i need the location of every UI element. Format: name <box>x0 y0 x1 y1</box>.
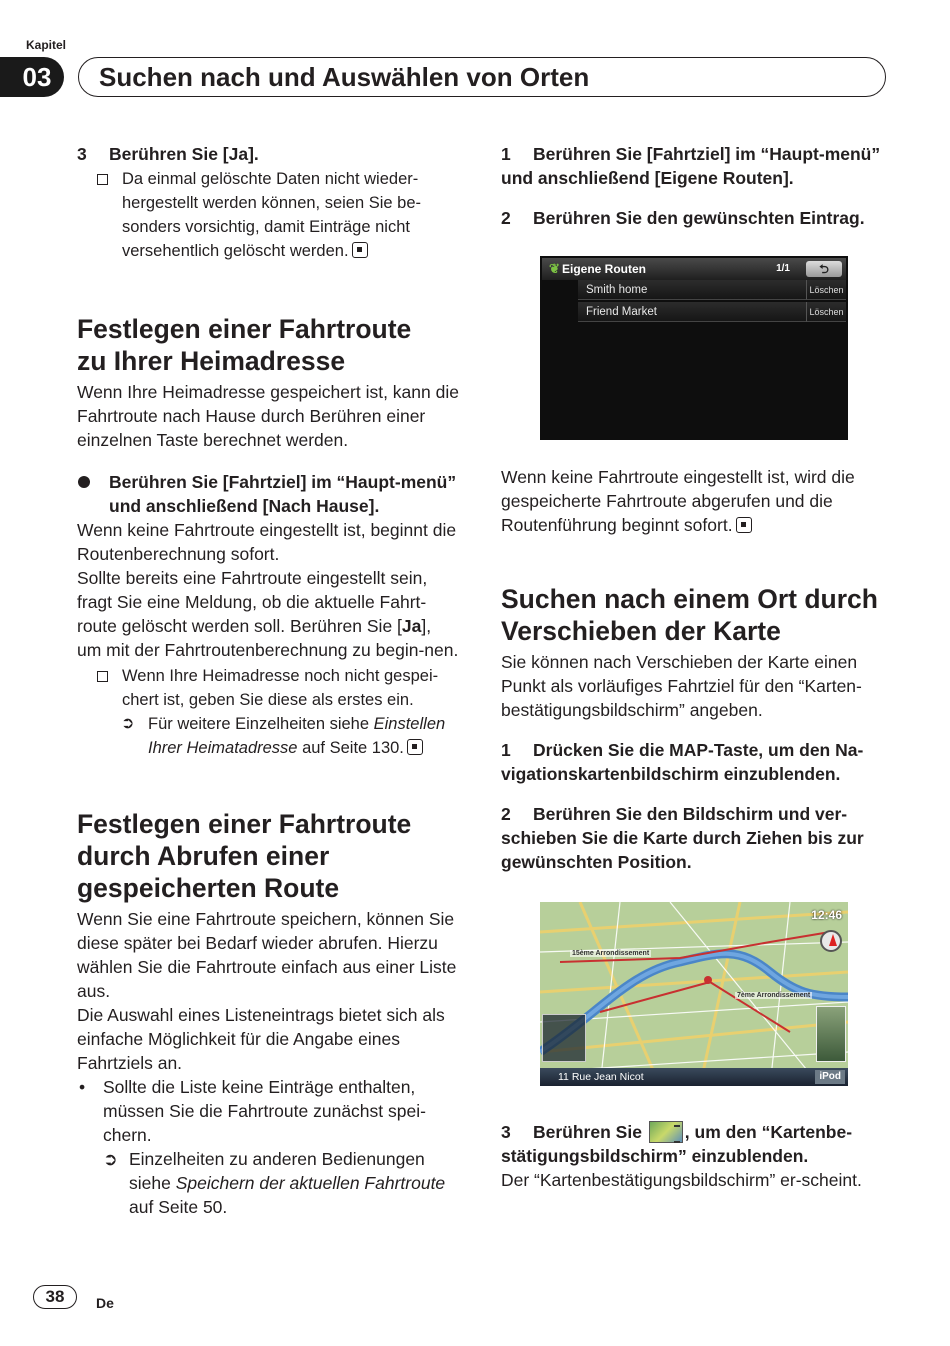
home-body-2 <box>77 566 459 662</box>
end-mark-icon <box>736 517 752 533</box>
current-street: 11 Rue Jean Nicot <box>558 1071 644 1083</box>
compass-icon[interactable] <box>820 930 842 952</box>
step-number: 2 <box>501 804 511 824</box>
step-text: , um den “Kartenbe-stätigungsbildschirm” einzublenden. <box>501 1122 853 1166</box>
chapter-number: 03 <box>0 57 64 97</box>
map-intro: Sie können nach Verschieben der Karte einen Punkt als vorläufiges Fahrtziel für den “Karten-bestätigungsbildschirm” angeben. <box>501 652 862 720</box>
heading-line: Festlegen einer Fahrtroute <box>77 314 412 344</box>
saved-body-2: Die Auswahl eines Listeneintrags bietet sich als einfache Möglichkeit für die Angabe eines Fahrtziels an. <box>77 1005 445 1073</box>
note-box-icon <box>97 174 108 185</box>
text-part: auf Seite 50. <box>129 1197 228 1217</box>
heading-line: durch Abrufen einer <box>77 841 330 871</box>
clock: 12:46 <box>811 908 842 922</box>
screen-header <box>542 258 846 280</box>
reference-home <box>77 712 459 760</box>
step-text: Berühren Sie <box>533 1122 647 1142</box>
arrow-right-icon: ➲ <box>103 1149 118 1169</box>
step-home <box>77 470 459 518</box>
back-button[interactable]: ⮌ <box>806 261 842 277</box>
heading-home-route <box>77 313 459 377</box>
step-number: 1 <box>501 144 511 164</box>
bullet-text: Sollte die Liste keine Einträge enthalten, müssen Sie die Fahrtroute zunächst spei-chern. <box>103 1077 426 1145</box>
note-text: Da einmal gelöschte Daten nicht wieder-hergestellt werden können, seien Sie be-sonders vorsichtig, damit Einträge nicht versehentlich gelöscht werden. <box>122 170 422 260</box>
reference-saved <box>77 1147 459 1219</box>
saved-body-1: Wenn Sie eine Fahrtroute speichern, können Sie diese später bei Bedarf wieder abrufen. Hierzu wählen Sie die Fahrtroute einfach aus einer Liste aus. <box>77 909 457 1001</box>
link-save-route[interactable]: Speichern der aktuellen Fahrtroute <box>175 1173 446 1193</box>
map-label: 7ème Arrondissement <box>737 992 811 999</box>
text-part: Wenn keine Fahrtroute eingestellt ist, wird die gespeicherte Fahrtroute abgerufen und die Routenführung beginnt sofort. <box>501 467 855 535</box>
screenshot-eigene-routen <box>540 256 848 440</box>
bullet-empty-list <box>77 1075 459 1147</box>
street-bar <box>540 1068 848 1086</box>
step-text: Berühren Sie [Fahrtziel] im “Haupt-menü” und anschließend [Eigene Routen]. <box>501 144 881 188</box>
text-part: Einzelheiten zu anderen Bedienungen siehe <box>129 1149 425 1193</box>
step-2-select-entry <box>501 206 893 230</box>
step-map-2 <box>501 802 893 874</box>
end-mark-icon <box>352 242 368 258</box>
heading-saved-route <box>77 808 459 904</box>
step-number: 3 <box>501 1122 511 1142</box>
chapter-title: Suchen nach und Auswählen von Orten <box>78 57 886 97</box>
step-text: Berühren Sie den Bildschirm und ver-schieben Sie die Karte durch Ziehen bis zur gewünschten Position. <box>501 804 864 872</box>
language-code: De <box>96 1295 114 1311</box>
text-part: auf Seite 130. <box>297 739 404 757</box>
delete-button[interactable]: Löschen <box>806 280 846 300</box>
note-box-icon <box>97 671 108 682</box>
step-1-destination <box>501 142 893 190</box>
text-part: Für weitere Einzelheiten siehe <box>148 715 374 733</box>
home-body-1: Wenn keine Fahrtroute eingestellt ist, beginnt die Routenberechnung sofort. <box>77 520 457 564</box>
left-column <box>77 140 459 1219</box>
arrow-right-icon: ➲ <box>121 715 135 732</box>
ipod-button[interactable]: iPod <box>815 1070 845 1084</box>
end-mark-icon <box>407 739 423 755</box>
heading-line: gespeicherten Route <box>77 873 340 903</box>
text-bold: Ja <box>401 616 422 636</box>
page-indicator: 1/1 <box>776 263 790 274</box>
bullet-dot-icon <box>78 476 90 488</box>
heading-line: Verschieben der Karte <box>501 616 781 646</box>
step-text: Berühren Sie den gewünschten Eintrag. <box>533 208 865 228</box>
step-number: 3 <box>77 144 87 164</box>
step-map-1 <box>501 738 893 786</box>
step-map-3 <box>501 1120 893 1168</box>
route-item[interactable]: Smith home <box>578 280 806 300</box>
bullet-icon: • <box>79 1077 86 1097</box>
step-3-confirm <box>77 142 459 166</box>
step-text: Drücken Sie die MAP-Taste, um den Na-vigationskartenbildschirm einzublenden. <box>501 740 864 784</box>
note-deletion <box>77 167 459 263</box>
map-label: 15ème Arrondissement <box>572 950 650 957</box>
text-part: Sollte bereits eine Fahrtroute eingestellt sein, fragt Sie eine Meldung, ob die aktuelle Fahrt-route gelöscht werden soll. Berühren Sie [ <box>77 568 428 636</box>
leaf-icon: ❦ <box>549 261 560 276</box>
note-home-address <box>77 664 459 712</box>
delete-button[interactable]: Löschen <box>806 302 846 322</box>
text-part: ], um mit der Fahrtroutenberechnung zu begin-nen. <box>77 616 459 660</box>
map-confirm-icon[interactable] <box>649 1121 683 1143</box>
step-map-3-block <box>501 1120 893 1192</box>
heading-line: Festlegen einer Fahrtroute <box>77 809 412 839</box>
note-text: Wenn Ihre Heimadresse noch nicht gespei-chert ist, geben Sie diese als erstes ein. <box>122 667 439 709</box>
step-text: Berühren Sie [Fahrtziel] im “Haupt-menü” und anschließend [Nach Hause]. <box>109 472 457 516</box>
screenshot-map <box>540 902 848 1086</box>
map-section <box>501 583 893 874</box>
page-number: 38 <box>33 1285 77 1309</box>
after-screen-text <box>501 465 893 537</box>
map-side-buttons[interactable] <box>542 1014 586 1062</box>
step-number: 2 <box>501 208 511 228</box>
kapitel-label: Kapitel <box>26 38 67 52</box>
step-map-3-result: Der “Kartenbestätigungsbildschirm” er-scheint. <box>501 1170 862 1190</box>
step-number: 1 <box>501 740 511 760</box>
screen-title: Eigene Routen <box>562 262 647 276</box>
step-text: Berühren Sie [Ja]. <box>109 144 259 164</box>
photo-thumbnail[interactable] <box>816 1006 846 1062</box>
home-intro: Wenn Ihre Heimadresse gespeichert ist, kann die Fahrtroute nach Hause durch Berühren einer einzelnen Taste berechnet werden. <box>77 382 459 450</box>
route-item[interactable]: Friend Market <box>578 302 806 322</box>
heading-map-search <box>501 583 893 647</box>
link-home-address[interactable]: Einstellen Ihrer Heimatadresse <box>148 715 446 757</box>
heading-line: zu Ihrer Heimadresse <box>77 346 346 376</box>
heading-line: Suchen nach einem Ort durch <box>501 584 878 614</box>
